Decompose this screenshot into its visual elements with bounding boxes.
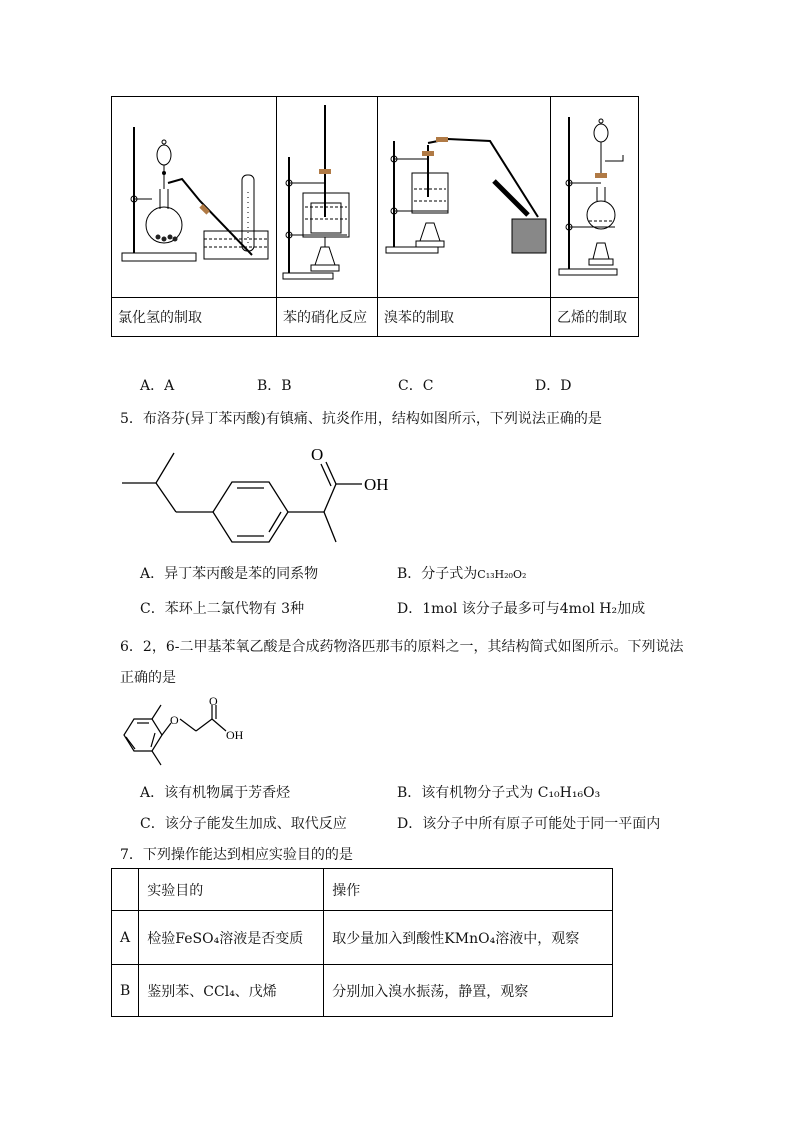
- row-key: B: [112, 965, 139, 1017]
- bromobenzene-apparatus-cell: [378, 97, 551, 298]
- q4-option-c: C．C: [398, 378, 434, 394]
- q4-option-a: A．A: [140, 378, 175, 394]
- experiment-table: [111, 868, 613, 1017]
- q6-option-a: A．该有机物属于芳香烃: [140, 785, 291, 801]
- q5-option-d-suffix: 加成: [617, 601, 646, 617]
- q6-option-c: C．该分子能发生加成、取代反应: [140, 816, 347, 832]
- q6-option-b: B．该有机物分子式为 C₁₀H₁₆O₃: [397, 785, 601, 801]
- q7-stem: 7．下列操作能达到相应实验目的的是: [120, 847, 353, 863]
- row-key: A: [112, 911, 139, 965]
- dimethylphenoxyacetic-acid-structure: [118, 695, 268, 775]
- q5-stem: 5．布洛芬(异丁苯丙酸)有镇痛、抗炎作用，结构如图所示，下列说法正确的是: [120, 411, 602, 427]
- q4-option-d: D．D: [535, 378, 572, 394]
- table-row: [112, 965, 613, 1017]
- ethylene-apparatus-drawing: [551, 97, 638, 297]
- q6-stem-line2: 正确的是: [120, 670, 176, 686]
- struct-ether-o-label: O: [170, 713, 179, 727]
- q5-option-a: A．异丁苯丙酸是苯的同系物: [140, 566, 319, 582]
- ibuprofen-structure: [118, 440, 418, 550]
- nitration-apparatus-cell: [277, 97, 378, 298]
- ibuprofen-o-label: O: [311, 445, 324, 464]
- row-purpose: 鉴别苯、CCl₄、戊烯: [139, 965, 324, 1017]
- header-purpose: 实验目的: [139, 869, 324, 911]
- q5-option-d-prefix: D．1mol 该分子最多可与: [397, 601, 560, 617]
- q5-option-b-formula: C₁₃H₂₀O₂: [477, 568, 527, 581]
- row-operation: 分别加入溴水振荡，静置，观察: [324, 965, 613, 1017]
- apparatus-label-bromobenzene: 溴苯的制取: [378, 298, 551, 337]
- header-key-cell: [112, 869, 139, 911]
- apparatus-table: [111, 96, 639, 337]
- q6-stem-line1: 6．2，6-二甲基苯氧乙酸是合成药物洛匹那韦的原料之一，其结构简式如图所示。下列说法: [120, 639, 684, 655]
- table-header-row: [112, 869, 613, 911]
- q5-option-b-prefix: B．分子式为: [397, 566, 478, 582]
- ethylene-apparatus-cell: [551, 97, 639, 298]
- header-operation: 操作: [324, 869, 613, 911]
- q5-option-d-amount: 4mol H₂: [559, 601, 618, 617]
- q4-option-b: B．B: [257, 378, 292, 394]
- q5-option-c: C．苯环上二氯代物有 3种: [140, 601, 305, 617]
- struct-carbonyl-o-label: O: [209, 695, 218, 708]
- hcl-apparatus-drawing: [112, 97, 276, 297]
- struct-oh-label: OH: [226, 728, 244, 742]
- table-row: [112, 911, 613, 965]
- q5-option-d: [397, 598, 645, 618]
- bromobenzene-apparatus-drawing: [378, 97, 550, 297]
- q6-option-d: D．该分子中所有原子可能处于同一平面内: [397, 816, 661, 832]
- apparatus-label-nitration: 苯的硝化反应: [277, 298, 378, 337]
- ibuprofen-oh-label: OH: [364, 475, 389, 494]
- row-purpose: 检验FeSO₄溶液是否变质: [139, 911, 324, 965]
- q5-option-b: [397, 563, 526, 583]
- apparatus-label-ethylene: 乙烯的制取: [551, 298, 639, 337]
- hcl-apparatus-cell: [112, 97, 277, 298]
- apparatus-label-hcl: 氯化氢的制取: [112, 298, 277, 337]
- row-operation: 取少量加入到酸性KMnO₄溶液中，观察: [324, 911, 613, 965]
- nitration-apparatus-drawing: [277, 97, 377, 297]
